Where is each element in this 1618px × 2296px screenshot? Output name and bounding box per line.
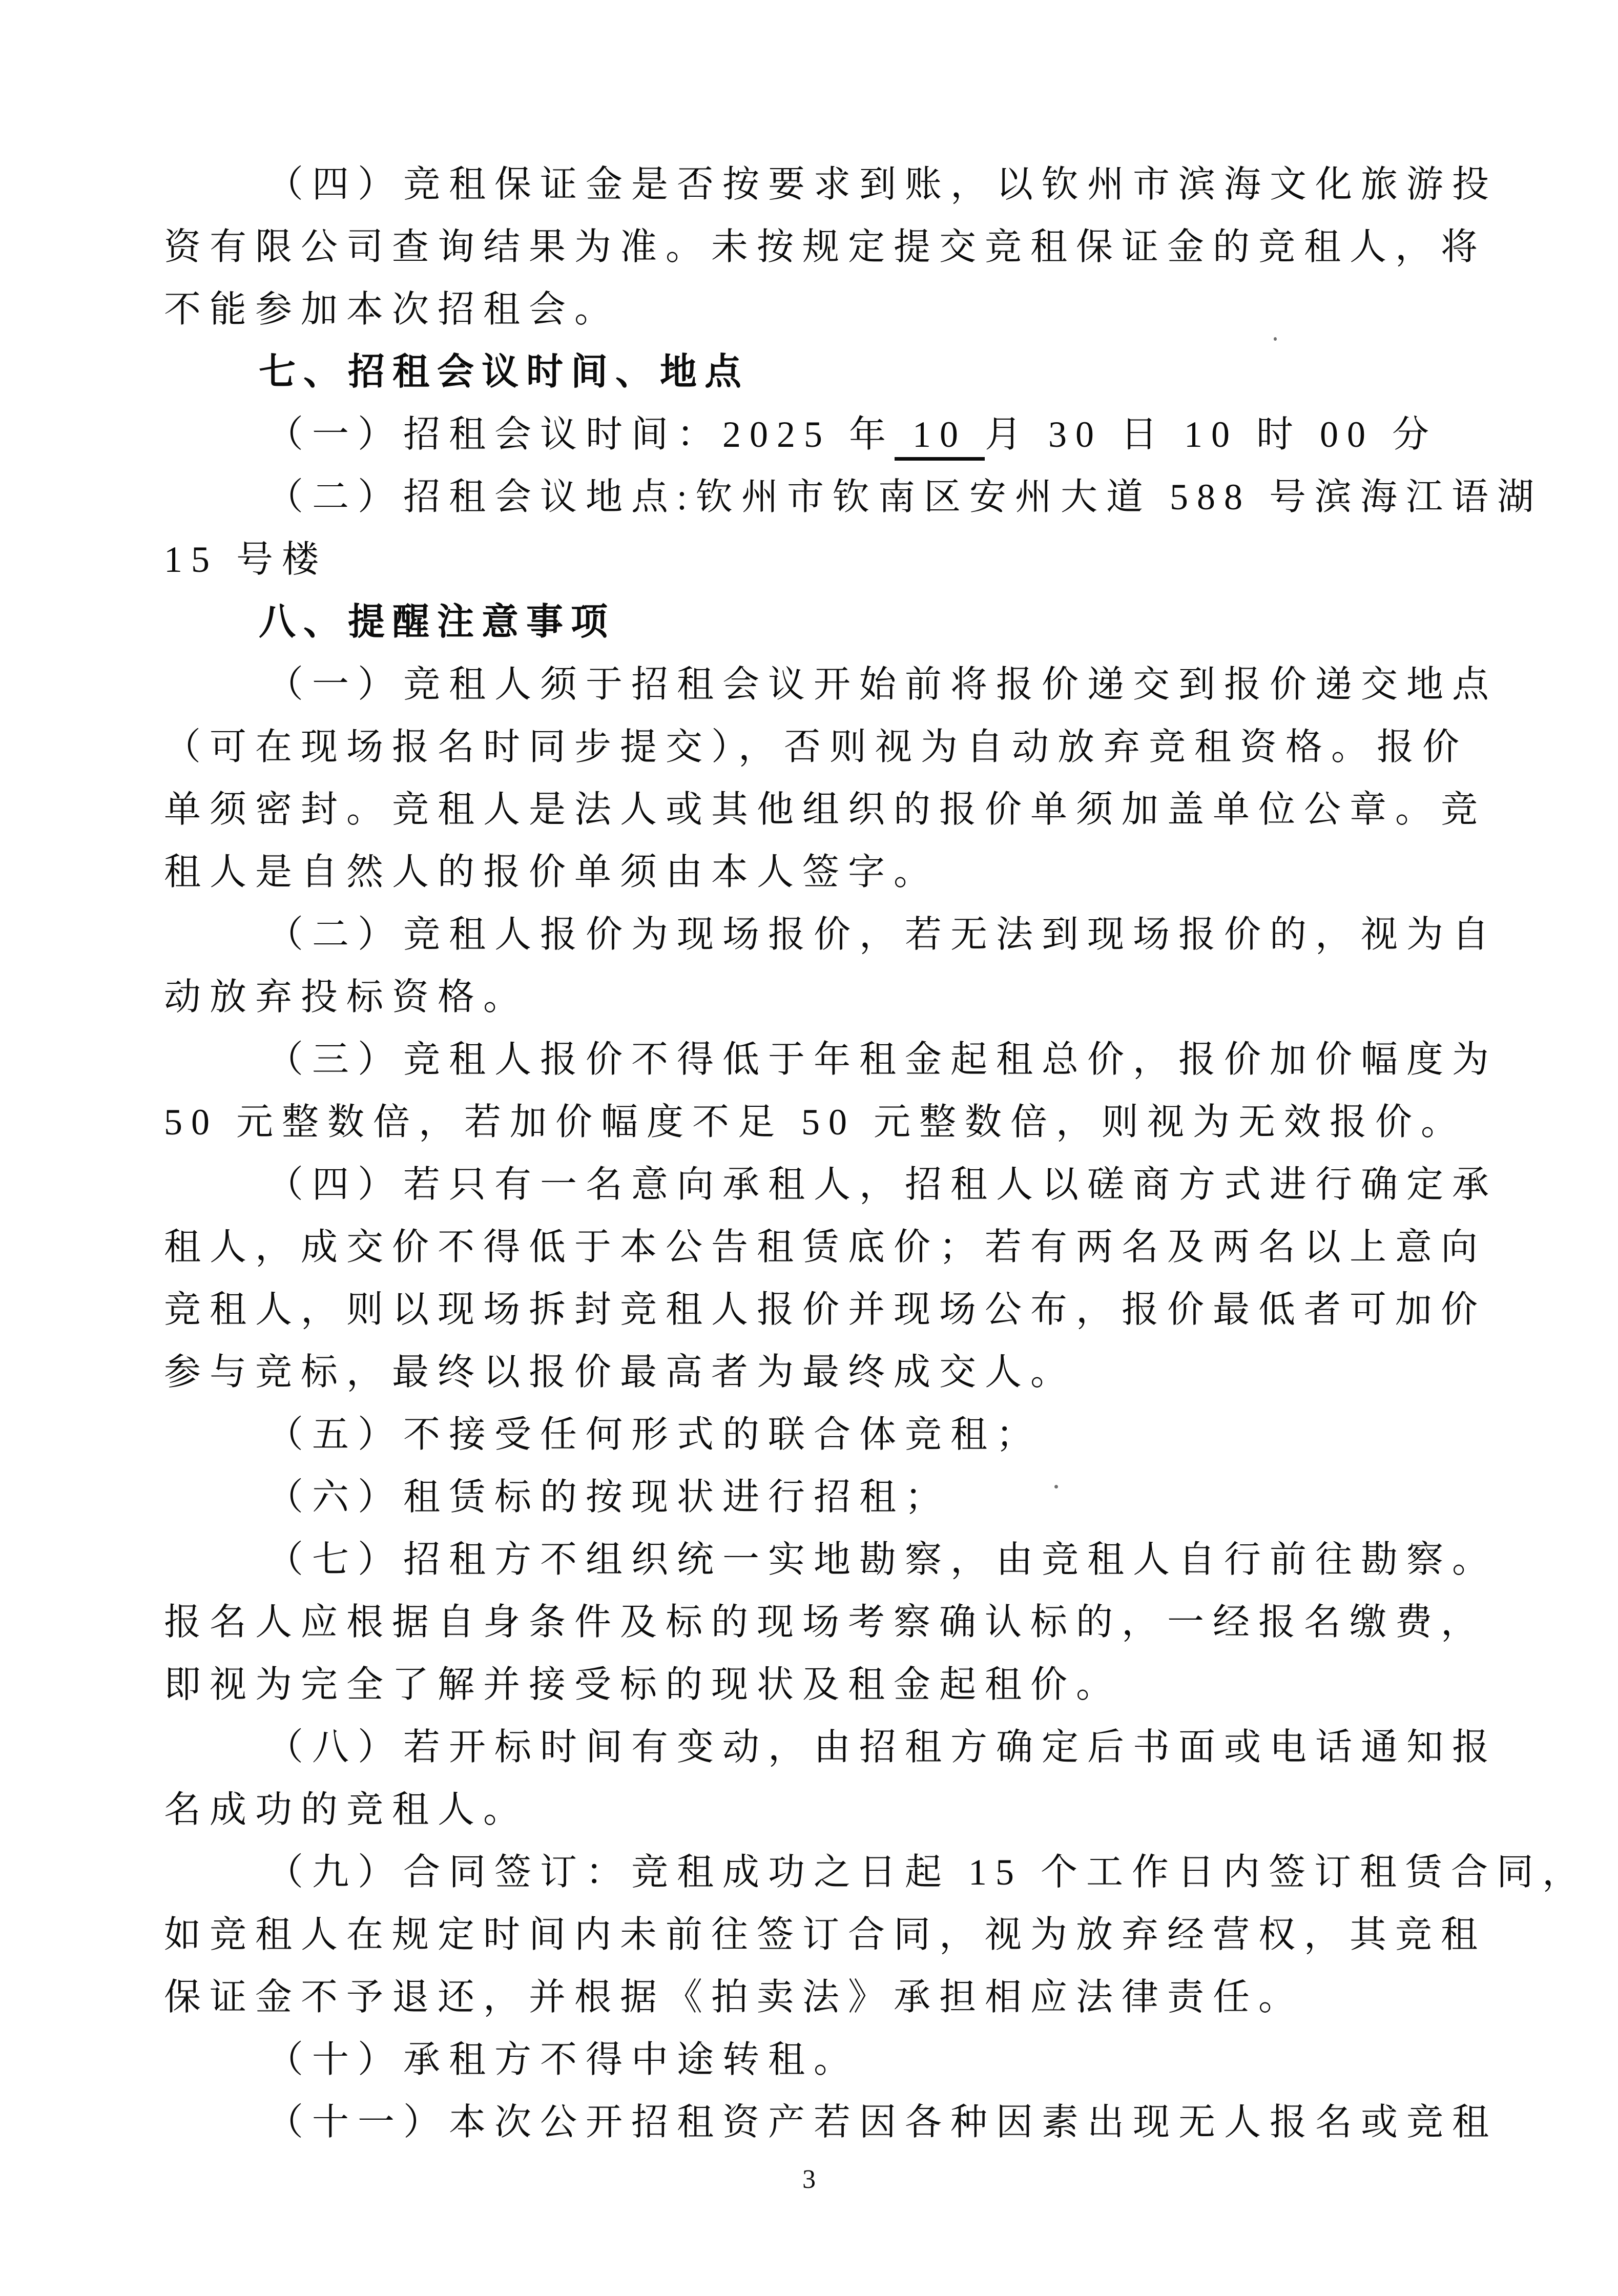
text-line: 动放弃投标资格。 bbox=[164, 977, 529, 1018]
text-line: 保证金不予退还，并根据《拍卖法》承担相应法律责任。 bbox=[164, 1977, 1304, 2018]
text-line: （十一）本次公开招租资产若因各种因素出现无人报名或竞租 bbox=[266, 2102, 1498, 2143]
text-line: 租人，成交价不得低于本公告租赁底价；若有两名及两名以上意向 bbox=[164, 1227, 1487, 1268]
text-line: 不能参加本次招租会。 bbox=[164, 289, 620, 330]
text-line: 参与竞标，最终以报价最高者为最终成交人。 bbox=[164, 1352, 1076, 1393]
text-line bbox=[164, 403, 1578, 466]
section-heading: 八、提醒注意事项 bbox=[259, 602, 616, 643]
text-line: （十）承租方不得中途转租。 bbox=[266, 2039, 860, 2080]
text-line: （四）若只有一名意向承租人，招租人以磋商方式进行确定承 bbox=[266, 1164, 1498, 1205]
text-line: （四）竞租保证金是否按要求到账，以钦州市滨海文化旅游投 bbox=[266, 164, 1498, 205]
text-line: （三）竞租人报价不得低于年租金起租总价，报价加价幅度为 bbox=[266, 1039, 1498, 1080]
text-line: 租人是自然人的报价单须由本人签字。 bbox=[164, 852, 940, 893]
document-body bbox=[164, 153, 1588, 2154]
text-line: 即视为完全了解并接受标的现状及租金起租价。 bbox=[164, 1664, 1122, 1705]
scan-artifact-dot bbox=[1274, 337, 1277, 341]
text-line: （八）若开标时间有变动，由招租方确定后书面或电话通知报 bbox=[266, 1727, 1498, 1768]
text-line: 资有限公司查询结果为准。未按规定提交竞租保证金的竞租人，将 bbox=[164, 226, 1487, 267]
underlined-month: 10 bbox=[895, 414, 985, 461]
text-line: 如竞租人在规定时间内未前往签订合同，视为放弃经营权，其竞租 bbox=[164, 1914, 1487, 1955]
text-line: （五）不接受任何形式的联合体竞租； bbox=[266, 1414, 1042, 1455]
section-heading: 七、招租会议时间、地点 bbox=[259, 351, 750, 392]
text-line: （可在现场报名时同步提交），否则视为自动放弃竞租资格。报价 bbox=[164, 727, 1468, 768]
page-number: 3 bbox=[802, 2165, 816, 2194]
text-line: 单须密封。竞租人是法人或其他组织的报价单须加盖单位公章。竞 bbox=[164, 789, 1487, 830]
text-line: 50 元整数倍，若加价幅度不足 50 元整数倍，则视为无效报价。 bbox=[164, 1102, 1467, 1143]
text-line: （七）招租方不组织统一实地勘察，由竞租人自行前往勘察。 bbox=[266, 1539, 1498, 1580]
text-line: 竞租人，则以现场拆封竞租人报价并现场公布，报价最低者可加价 bbox=[164, 1289, 1487, 1330]
text-line: （二）竞租人报价为现场报价，若无法到现场报价的，视为自 bbox=[266, 914, 1498, 955]
text-line: （九）合同签订：竞租成功之日起 15 个工作日内签订租赁合同， bbox=[266, 1852, 1588, 1893]
text-line: （一）竞租人须于招租会议开始前将报价递交到报价递交地点 bbox=[266, 664, 1498, 705]
line-segment: （一）招租会议时间：2025 年 bbox=[266, 414, 895, 455]
text-line: （六）租赁标的按现状进行招租； bbox=[266, 1477, 951, 1518]
text-line: 报名人应根据自身条件及标的现场考察确认标的，一经报名缴费， bbox=[164, 1602, 1487, 1643]
line-segment: 月 30 日 10 时 00 分 bbox=[985, 414, 1438, 455]
text-line: （二）招租会议地点:钦州市钦南区安州大道 588 号滨海江语湖 bbox=[266, 477, 1543, 518]
scan-artifact-dot bbox=[1054, 1485, 1058, 1488]
text-line: 名成功的竞租人。 bbox=[164, 1789, 529, 1830]
text-line: 15 号楼 bbox=[164, 539, 328, 580]
